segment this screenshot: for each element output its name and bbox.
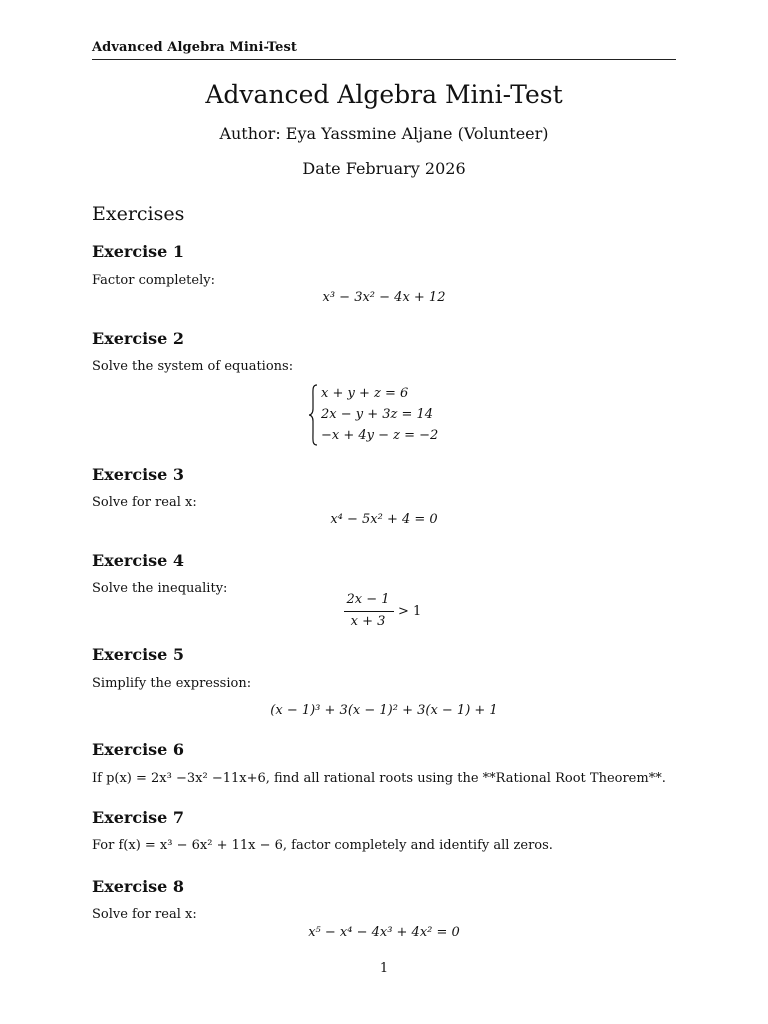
section-title: Exercises <box>92 203 185 225</box>
exercise-2-system <box>308 384 488 448</box>
exercise-8-heading: Exercise 8 <box>92 877 185 896</box>
system-equation-1: x + y + z = 6 <box>321 386 409 401</box>
exercise-4-heading: Exercise 4 <box>92 551 185 570</box>
running-header: Advanced Algebra Mini-Test <box>92 40 298 55</box>
exercise-3-prompt: Solve for real x: <box>92 495 197 510</box>
exercise-8-equation: x⁵ − x⁴ − 4x³ + 4x² = 0 <box>308 925 460 940</box>
header-rule <box>92 59 676 60</box>
exercise-8-prompt: Solve for real x: <box>92 907 197 922</box>
fraction-denominator: x + 3 <box>350 614 386 629</box>
system-equation-2: 2x − y + 3z = 14 <box>321 407 434 422</box>
document-date: Date February 2026 <box>302 159 466 178</box>
inequality-rhs: > 1 <box>398 604 422 619</box>
document-author: Author: Eya Yassmine Aljane (Volunteer) <box>219 124 549 143</box>
exercise-5-prompt: Simplify the expression: <box>92 676 252 691</box>
exercise-7-heading: Exercise 7 <box>92 808 185 827</box>
exercise-5-expression: (x − 1)³ + 3(x − 1)² + 3(x − 1) + 1 <box>270 703 498 718</box>
exercise-3-heading: Exercise 3 <box>92 465 185 484</box>
fraction-numerator: 2x − 1 <box>346 592 390 607</box>
exercise-1-heading: Exercise 1 <box>92 242 185 261</box>
exercise-6-prompt: If p(x) = 2x³ −3x² −11x+6, find all rational roots using the **Rational Root Theorem**. <box>92 771 666 786</box>
system-brace <box>308 384 318 446</box>
exercise-6-heading: Exercise 6 <box>92 740 185 759</box>
system-equation-3: −x + 4y − z = −2 <box>321 428 439 443</box>
exercise-1-equation: x³ − 3x² − 4x + 12 <box>322 290 446 305</box>
fraction-bar <box>344 611 394 612</box>
exercise-7-prompt: For f(x) = x³ − 6x² + 11x − 6, factor completely and identify all zeros. <box>92 838 553 853</box>
page-number: 1 <box>379 961 389 976</box>
exercise-1-prompt: Factor completely: <box>92 273 215 288</box>
exercise-5-heading: Exercise 5 <box>92 645 185 664</box>
exercise-2-heading: Exercise 2 <box>92 329 185 348</box>
exercise-3-equation: x⁴ − 5x² + 4 = 0 <box>330 512 438 527</box>
document-title: Advanced Algebra Mini-Test <box>205 80 563 109</box>
exercise-4-inequality <box>340 592 430 636</box>
exercise-4-prompt: Solve the inequality: <box>92 581 228 596</box>
exercise-2-prompt: Solve the system of equations: <box>92 359 294 374</box>
